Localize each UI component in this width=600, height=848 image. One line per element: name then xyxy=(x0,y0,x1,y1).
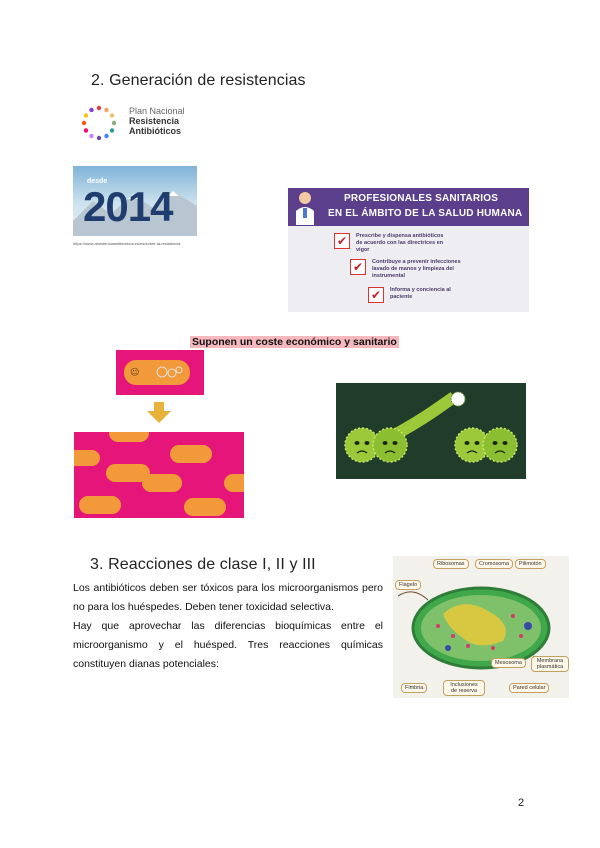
professionals-header xyxy=(288,188,529,226)
label-fimbria: Fimbria xyxy=(401,683,427,693)
check-item-3 xyxy=(368,287,460,303)
section3-paragraph2: Hay que aprovechar las diferencias bioquímicas entre el microorganismo y el huésped. Tres reacciones químicas constituyen dianas potenciales: xyxy=(73,620,383,670)
check-item-1-text: Prescribe y dispensa antibióticos de acuerdo con las directrices en vigor xyxy=(356,233,444,253)
arrow-down-icon xyxy=(146,402,172,424)
checkmark-icon: ✔ xyxy=(334,233,350,249)
logo-ring-icon xyxy=(79,103,119,143)
section3-body xyxy=(73,579,383,674)
section3-paragraph1: Los antibióticos deben ser tóxicos para los microorganismos pero no para los huéspedes. Deben tener toxicidad selectiva. xyxy=(73,582,383,613)
check-item-2-text: Contribuye a prevenir infecciones lavado de manos y limpieza del instrumental xyxy=(372,259,461,279)
banner-desde: desde xyxy=(87,178,108,185)
logo-line1: Plan Nacional xyxy=(129,106,185,116)
bacteria-colony-image xyxy=(74,432,244,518)
cost-note xyxy=(190,332,399,350)
logo-line2: Resistencia xyxy=(129,116,180,126)
professionals-card xyxy=(288,188,529,312)
section2-title: 2. Generación de resistencias xyxy=(91,72,306,89)
cost-note-text: Suponen un coste económico y sanitario xyxy=(192,336,397,348)
label-mesosoma: Mesosoma xyxy=(491,658,526,668)
label-pilimoton: Pilimotón xyxy=(515,559,546,569)
label-inclusiones: Inclusiones de reserva xyxy=(443,680,485,696)
professionals-title1: PROFESIONALES SANITARIOS xyxy=(344,193,499,204)
label-pared: Pared celular xyxy=(509,683,549,693)
banner-year: 2014 xyxy=(83,183,173,230)
check-item-1 xyxy=(334,233,446,254)
label-cromosoma: Cromosoma xyxy=(475,559,513,569)
bacterial-cell-diagram xyxy=(393,556,569,698)
logo-line3: Antibióticos xyxy=(129,126,181,136)
checkmark-icon: ✔ xyxy=(350,259,366,275)
bacterium-single-image: ☺ xyxy=(116,350,204,395)
check-item-3-text: Informa y conciencia al paciente xyxy=(390,287,451,300)
banner-caption: https://www.resistenciaantibioticos.es/es/sobre-la-resistencia xyxy=(73,241,181,246)
section3-title: 3. Reacciones de clase I, II y III xyxy=(90,556,316,573)
doctor-icon xyxy=(292,189,318,225)
check-item-2 xyxy=(350,259,464,280)
pran-logo xyxy=(79,103,199,145)
label-membrana: Membrana plasmática xyxy=(531,656,569,672)
page-number: 2 xyxy=(518,797,525,809)
label-flagelo: Flagelo xyxy=(395,580,421,590)
bacteria-division-image xyxy=(336,383,526,479)
banner-2014 xyxy=(73,166,197,236)
label-ribosomas: Ribosomas xyxy=(433,559,469,569)
checkmark-icon: ✔ xyxy=(368,287,384,303)
professionals-title2: EN EL ÁMBITO DE LA SALUD HUMANA xyxy=(328,208,523,219)
